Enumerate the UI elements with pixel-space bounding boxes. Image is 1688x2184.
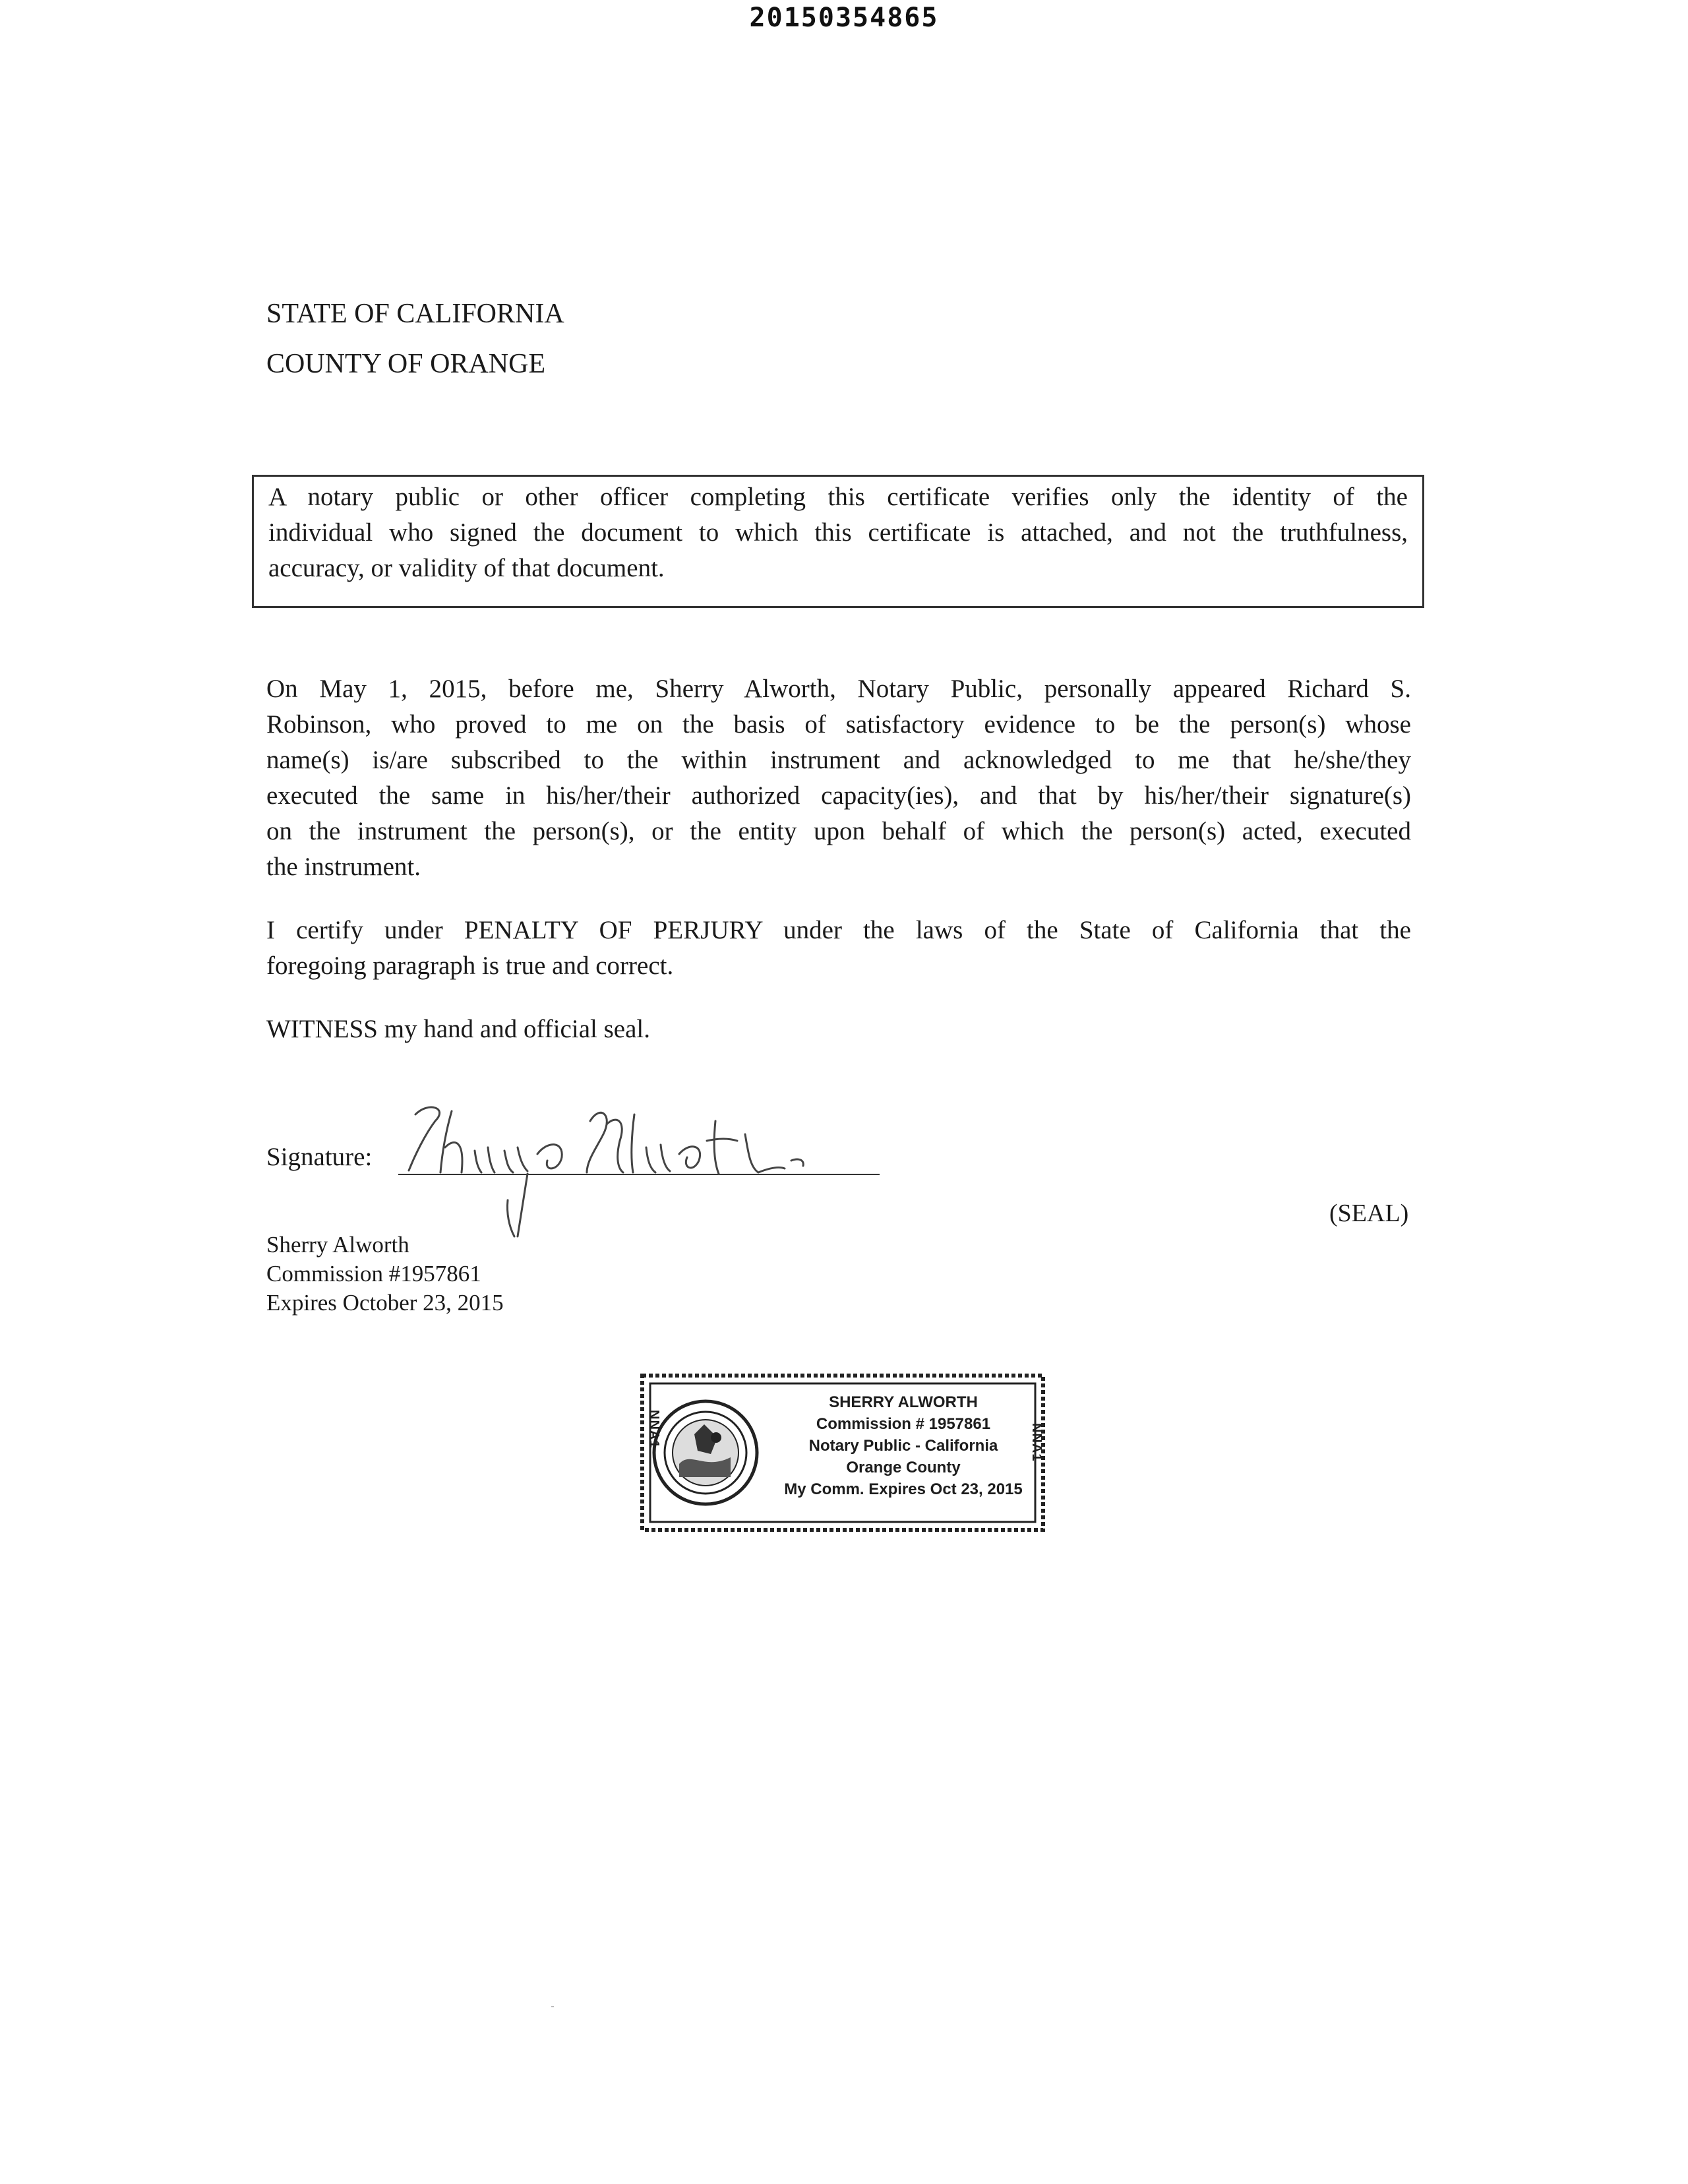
notary-commission: Commission #1957861 <box>266 1261 481 1287</box>
notice-line: accuracy, or validity of that document. <box>268 554 665 582</box>
stamp-title: Notary Public - California <box>808 1437 998 1455</box>
stamp-text-block <box>778 1391 1029 1500</box>
stamp-side-text: NNA1 <box>1029 1423 1044 1462</box>
notice-line: A notary public or other officer completing this certificate verifies only the identity of the <box>268 483 1408 511</box>
scan-speck <box>551 2006 554 2007</box>
paragraph-line: name(s) is/are subscribed to the within instrument and acknowledged to me that he/she/they <box>266 746 1411 774</box>
notary-expiration: Expires October 23, 2015 <box>266 1290 504 1316</box>
stamp-commission: Commission # 1957861 <box>816 1415 991 1433</box>
state-heading: STATE OF CALIFORNIA <box>266 299 564 329</box>
paragraph-line: On May 1, 2015, before me, Sherry Alworth, Notary Public, personally appeared Richard S. <box>266 675 1411 703</box>
stamp-expiration: My Comm. Expires Oct 23, 2015 <box>784 1480 1023 1498</box>
notice-line: individual who signed the document to which this certificate is attached, and not the truthfulness, <box>268 518 1408 547</box>
handwritten-signature <box>389 1095 890 1246</box>
acknowledgment-paragraph <box>266 671 1411 885</box>
notary-notice-box <box>252 475 1424 608</box>
stamp-side-text: NNA1 <box>647 1410 661 1449</box>
county-heading: COUNTY OF ORANGE <box>266 349 546 379</box>
paragraph-line: foregoing paragraph is true and correct. <box>266 952 674 980</box>
seal-label: (SEAL) <box>1329 1199 1409 1227</box>
stamp-name: SHERRY ALWORTH <box>829 1393 978 1411</box>
paragraph-line: the instrument. <box>266 853 421 881</box>
paragraph-line: Robinson, who proved to me on the basis of satisfactory evidence to be the person(s) whose <box>266 710 1411 739</box>
state-seal-icon <box>654 1401 757 1504</box>
paragraph-line: on the instrument the person(s), or the entity upon behalf of which the person(s) acted, executed <box>266 817 1411 845</box>
stamp-county: Orange County <box>846 1459 961 1476</box>
document-number: 20150354865 <box>749 3 939 33</box>
certification-paragraph <box>266 913 1411 984</box>
signature-label: Signature: <box>266 1143 373 1171</box>
notary-name: Sherry Alworth <box>266 1232 409 1258</box>
paragraph-line: executed the same in his/her/their authorized capacity(ies), and that by his/her/their signature(s) <box>266 781 1411 810</box>
witness-line: WITNESS my hand and official seal. <box>266 1015 650 1043</box>
paragraph-line: I certify under PENALTY OF PERJURY under the laws of the State of California that the <box>266 916 1411 944</box>
